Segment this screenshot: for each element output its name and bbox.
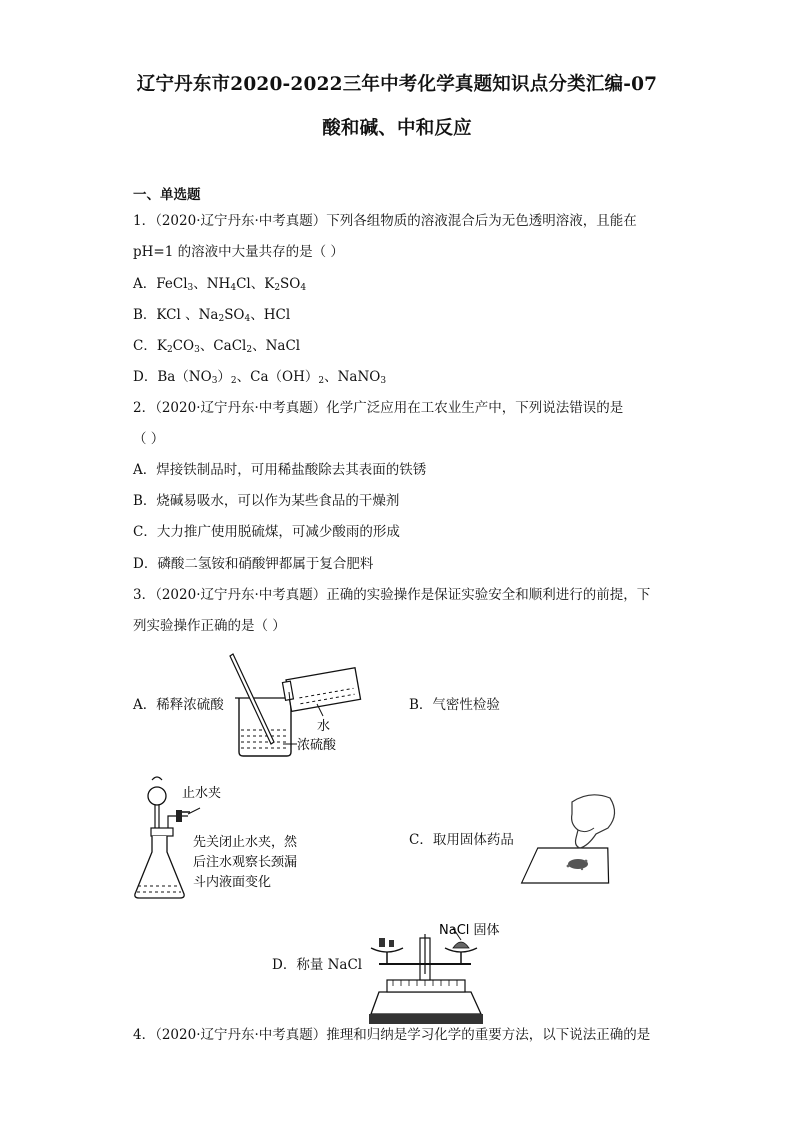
q1-option-d[interactable]: D．$Ba(NO_3)_2$、$Ca(OH)_2$、NaNO$_3$ <box>133 369 387 386</box>
document-title-line2: 酸和碱、中和反应 <box>322 118 472 139</box>
glass-rod-icon <box>230 654 274 744</box>
q2-stem-line1: 2．（2020·辽宁丹东·中考真题）化学广泛应用在工农业生产中，下列说法错误的是 <box>133 400 624 416</box>
note-line1: 先关闭止水夹，然 <box>193 835 298 850</box>
note-line2: 后注水观察长颈漏 <box>193 855 298 870</box>
q3-stem-line2: 列实验操作正确的是（ ） <box>133 618 286 634</box>
q2-option-b[interactable]: B．烧碱易吸水，可以作为某些食品的干燥剂 <box>133 493 400 509</box>
q1-stem-line1: 1．（2020·辽宁丹东·中考真题）下列各组物质的溶液混合后为无色透明溶液，且能在 <box>133 213 637 229</box>
note-line3: 斗内液面变化 <box>193 875 272 890</box>
q3-option-a[interactable]: A．稀释浓硫酸 <box>133 697 224 713</box>
figure-airtightness <box>130 770 330 905</box>
figure-balance <box>365 918 500 1033</box>
figure-dilute-acid <box>225 652 425 762</box>
q1-option-b[interactable]: B．KCl 、$Na_2SO_4$、HCl <box>133 307 291 324</box>
q3-stem-line1: 3．（2020·辽宁丹东·中考真题）正确的实验操作是保证实验安全和顺利进行的前提，下 <box>133 587 651 603</box>
figure-solid-reagent <box>520 790 630 885</box>
section-heading: 一、单选题 <box>133 187 201 203</box>
label-water: 水 <box>317 719 331 734</box>
hand-icon <box>572 795 615 848</box>
document-title-line1: 辽宁丹东市2020-2022三年中考化学真题知识点分类汇编-07 <box>136 74 658 95</box>
nacl-solid-icon <box>453 942 469 948</box>
q2-option-d[interactable]: D．磷酸二氢铵和硝酸钾都属于复合肥料 <box>133 556 374 572</box>
q1-option-c[interactable]: C．$K_2CO_3$、CaCl$_2$、NaCl <box>133 338 301 355</box>
label-nacl-solid: NaCl 固体 <box>439 923 500 938</box>
balance-base-icon <box>371 992 481 1014</box>
q3-option-b[interactable]: B．气密性检验 <box>409 697 500 713</box>
q3-option-c[interactable]: C．取用固体药品 <box>409 832 514 848</box>
flask-icon <box>135 836 184 898</box>
left-pan-icon <box>371 948 403 952</box>
reagent-bottle-icon <box>282 668 360 712</box>
q2-option-c[interactable]: C．大力推广使用脱硫煤，可减少酸雨的形成 <box>133 524 400 540</box>
q2-stem-line2: （ ） <box>133 431 165 447</box>
right-pan-icon <box>445 948 477 952</box>
q4-stem-line1: 4．（2020·辽宁丹东·中考真题）推理和归纳是学习化学的重要方法，以下说法正确的是 <box>133 1027 651 1043</box>
funnel-bulb-icon <box>148 787 166 805</box>
clamp-icon <box>176 810 182 822</box>
q3-option-d[interactable]: D．称量 NaCl <box>272 957 363 973</box>
label-clamp: 止水夹 <box>182 786 222 801</box>
q1-option-a[interactable]: A．FeCl$_3$、$NH_4Cl$、$K_2SO_4$ <box>133 276 307 293</box>
q1-stem-line2: pH=1 的溶液中大量共存的是（ ） <box>133 244 344 260</box>
q2-option-a[interactable]: A．焊接铁制品时，可用稀盐酸除去其表面的铁锈 <box>133 462 427 478</box>
label-conc-acid: 浓硫酸 <box>297 738 337 753</box>
